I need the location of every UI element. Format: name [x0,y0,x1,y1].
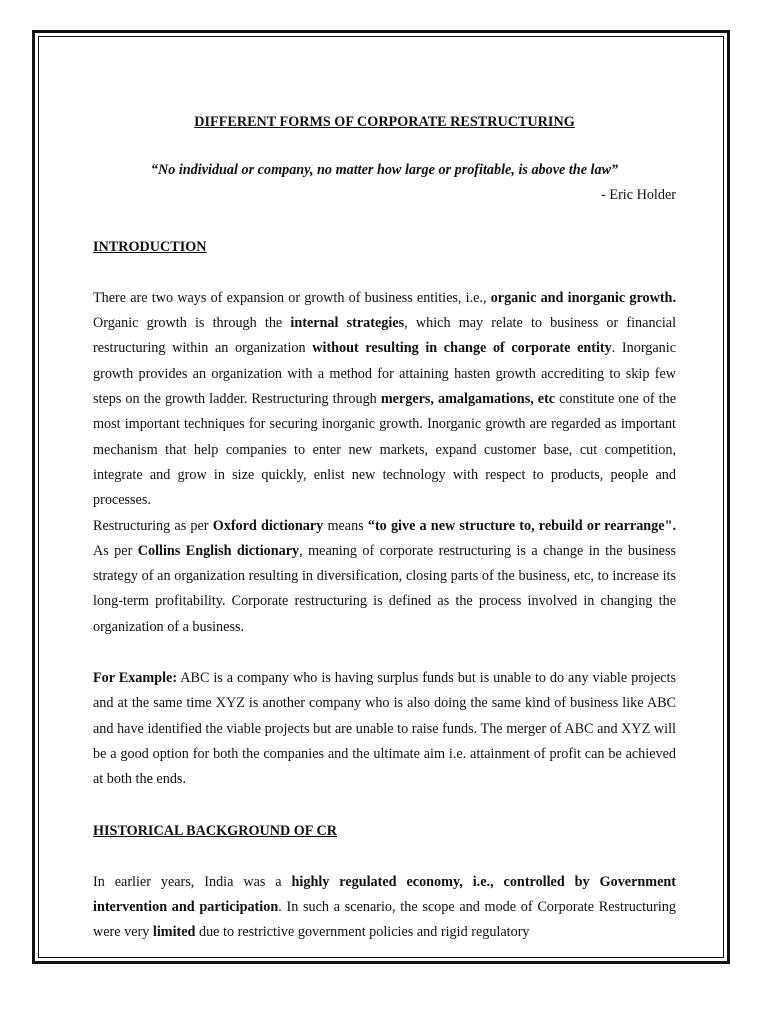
text-run: , meaning of corporate restructuring is a change in the business strategy of an organization resulting in diversification, closing parts of the business, etc, to increase its long-term profitability. Corporate restructuring is defined as the process involved in changing the organization of a business. [93,542,676,635]
epigraph-quote: “No individual or company, no matter how large or profitable, is above the law” [150,162,619,178]
text-run-bold: organic and inorganic growth. [490,289,676,306]
paragraph-definition [93,514,691,640]
text-run: . In such a scenario, the scope and mode of Corporate Restructuring were very [93,899,676,941]
text-run: As per [93,517,691,559]
text-run: . Inorganic growth provides an organization with a method for attaining hasten growth accrediting to skip few steps on the growth ladder. Restructuring through [93,340,677,408]
text-run: , which may relate to business or financial restructuring within an organization [93,315,677,357]
section-heading-history: HISTORICAL BACKGROUND OF CR [93,822,337,839]
paragraph-introduction [93,286,676,514]
text-run-bold: highly regulated economy, i.e., controlled by Government intervention and participation [93,873,676,916]
paragraph-history [93,870,676,946]
text-run: There are two ways of expansion or growth of business entities, i.e., [93,289,491,306]
document-title: DIFFERENT FORMS OF CORPORATE RESTRUCTURING [194,114,575,130]
text-run: means [323,517,368,534]
text-run: ABC is a company who is having surplus funds but is unable to do any viable projects and at the same time XYZ is another company who is also doing the same kind of business like ABC and have identified the viable projects but are unable to raise funds. The merger of ABC and XYZ will be a good option for both the companies and the ultimate aim i.e. attainment of profit can be achieved at both the ends. [93,670,677,788]
text-run-bold: mergers, amalgamations, etc [380,391,556,408]
text-run: Organic growth is through the [93,315,291,332]
text-run-bold: limited [152,924,196,941]
text-run-bold: internal strategies [290,315,405,332]
text-run-bold: Oxford dictionary [212,517,324,534]
text-run: constitute one of the most important techniques for securing inorganic growth. Inorganic growth are regarded as important mechanism that help companies to enter new markets, expand customer base, cut competition, integrate and grow in size quickly, enlist new technology with respect to products, people and processes. [93,391,676,509]
text-run-bold: For Example: [93,670,178,687]
text-run: In earlier years, India was a [93,873,292,890]
text-run: due to restrictive government policies and rigid regulatory [195,924,530,941]
document-body [93,110,691,946]
text-run: Restructuring as per [93,517,213,534]
paragraph-example [93,666,676,792]
epigraph-author: - Eric Holder [601,187,676,204]
text-run-bold: “to give a new structure to, rebuild or rearrange". [367,517,676,534]
section-heading-introduction: INTRODUCTION [93,238,207,255]
text-run-bold: without resulting in change of corporate entity [312,340,612,357]
text-run-bold: Collins English dictionary [137,542,300,559]
